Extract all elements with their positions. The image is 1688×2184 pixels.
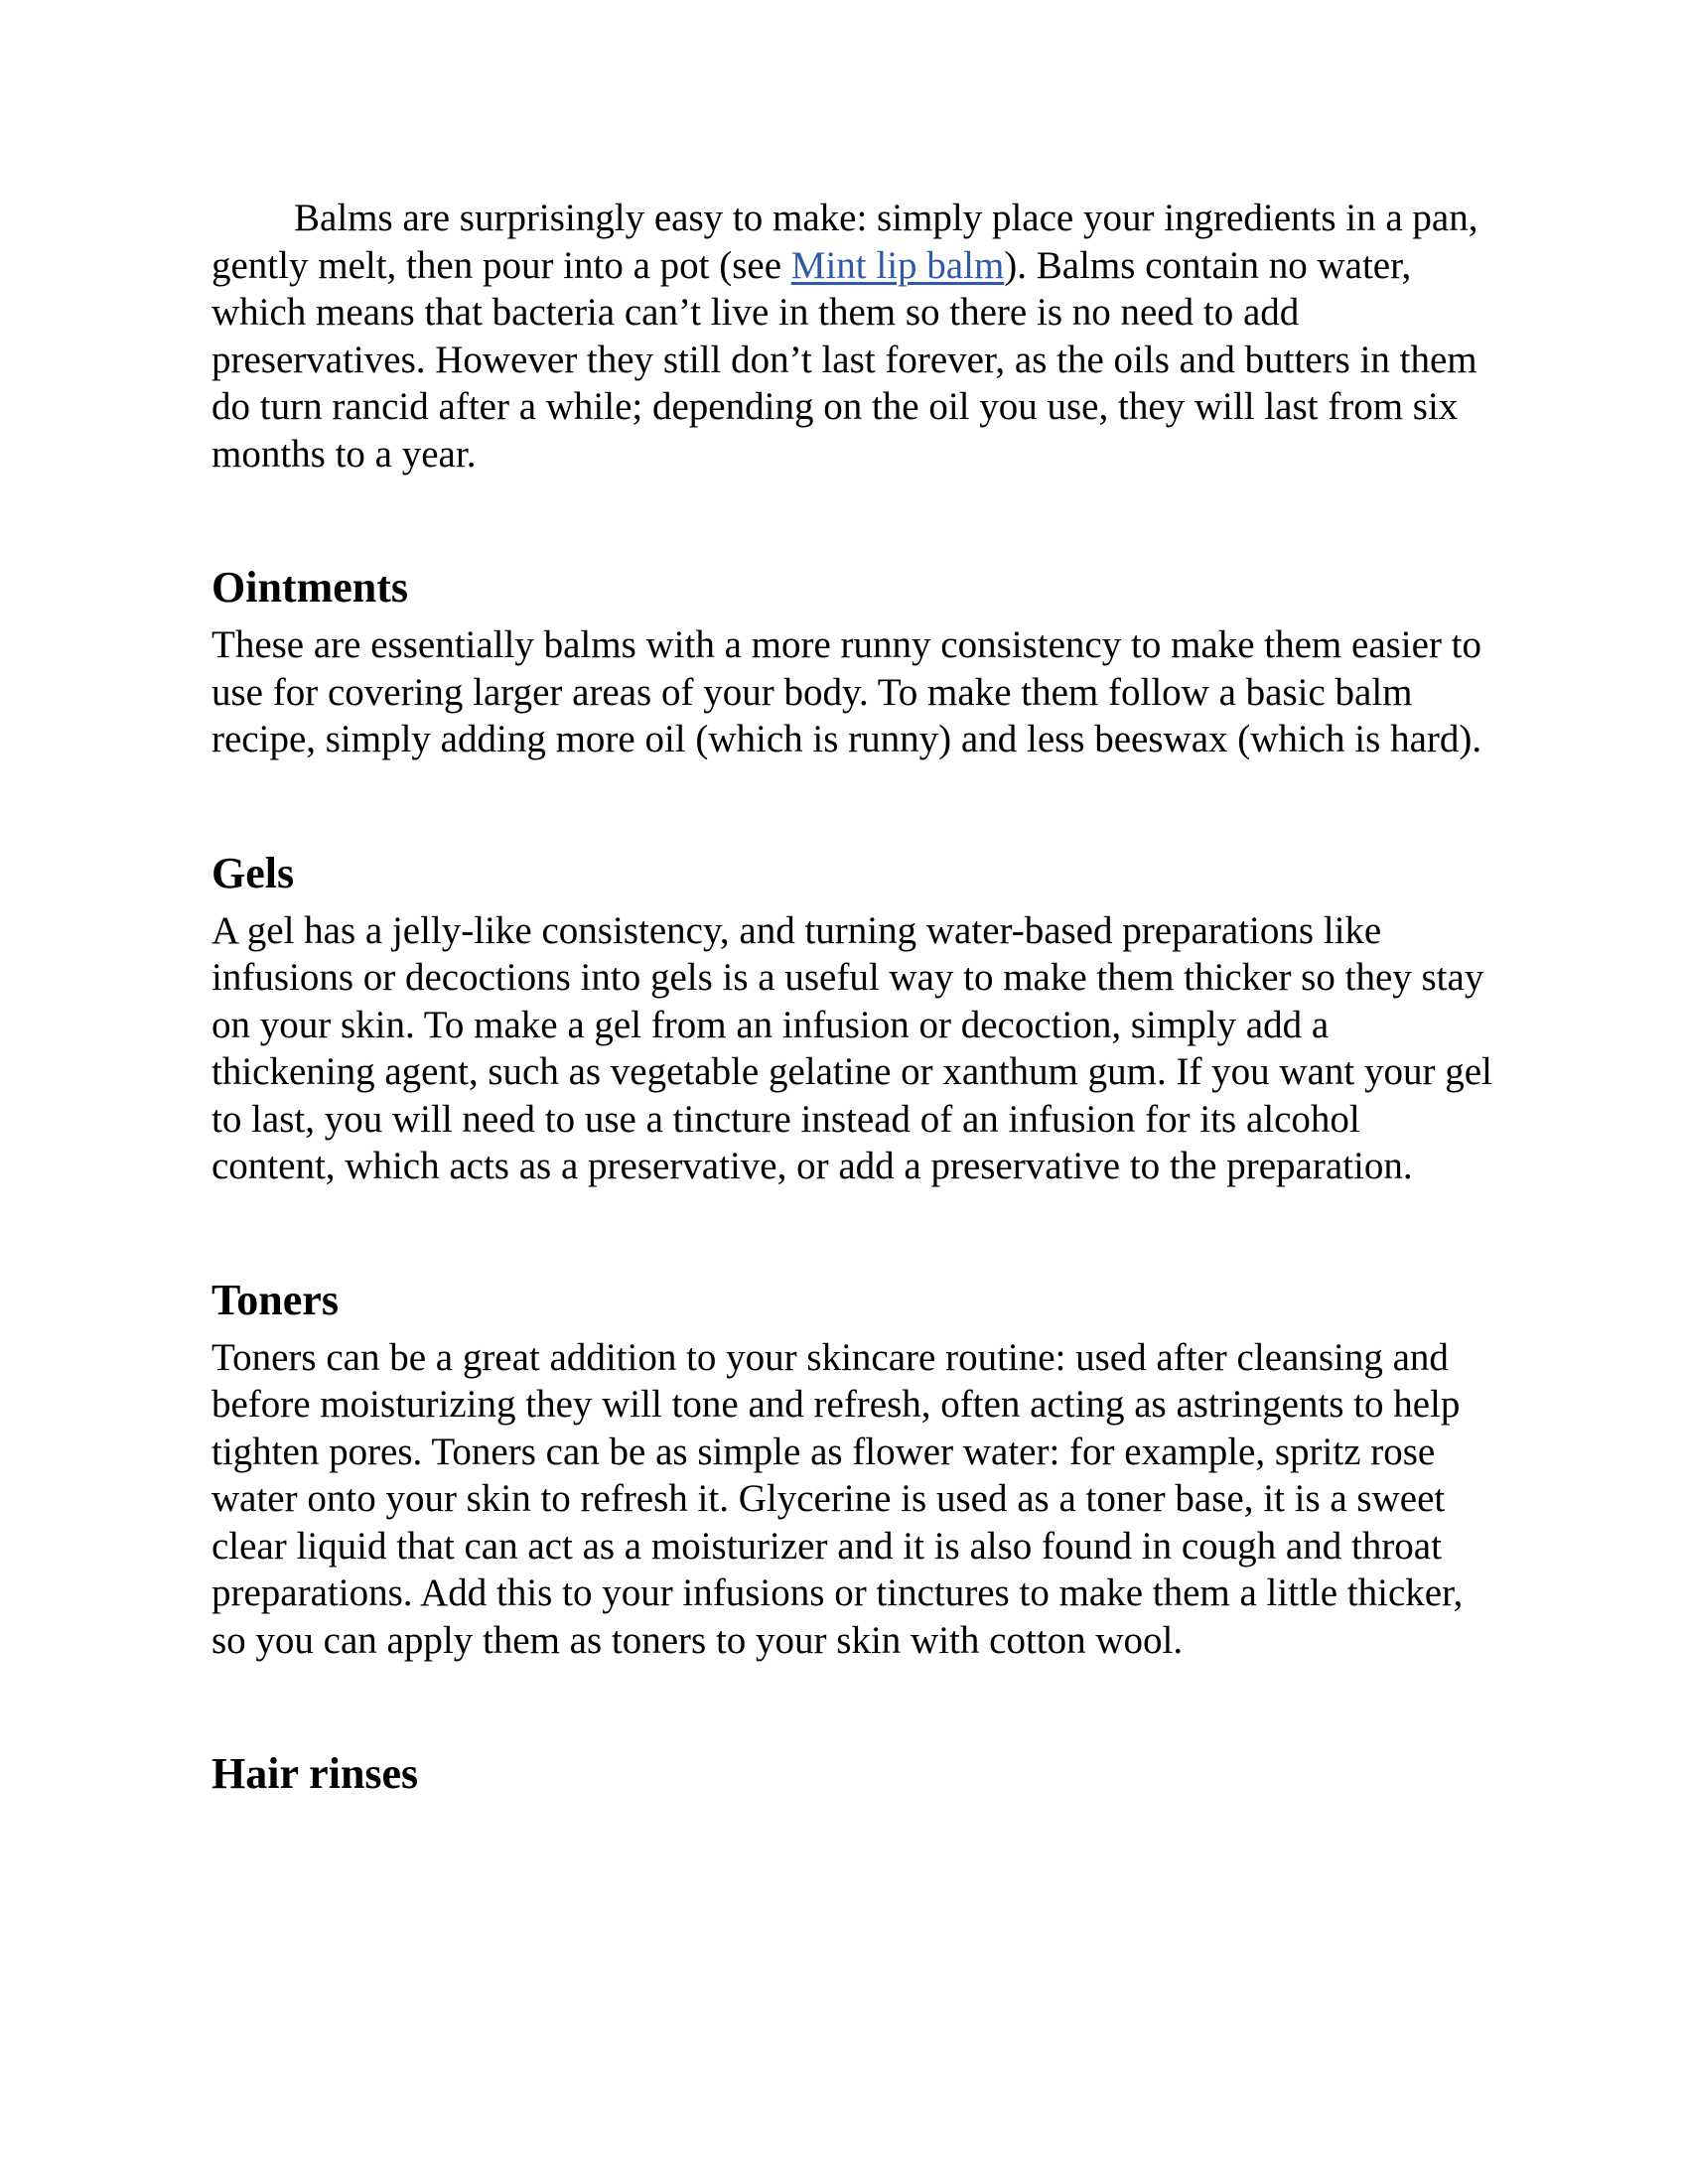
intro-paragraph	[211, 195, 1492, 478]
paragraph-ointments: These are essentially balms with a more runny consistency to make them easier to use for covering larger areas of your body. To make them follow a basic balm recipe, simply adding more oil (which is runny) and less beeswax (which is hard).	[211, 623, 1482, 760]
heading-toners: Toners	[211, 1275, 339, 1324]
paragraph-gels: A gel has a jelly-like consistency, and turning water-based preparations like infusions or decoctions into gels is a useful way to make them thicker so they stay on your skin. To make a gel from an infusion or decoction, simply add a thickening agent, such as vegetable gelatine or xanthum gum. If you want your gel to last, you will need to use a tincture instead of an infusion for its alcohol content, which acts as a preservative, or add a preservative to the preparation.	[211, 908, 1492, 1187]
document-page	[211, 195, 1492, 1799]
heading-gels: Gels	[211, 848, 295, 897]
heading-ointments: Ointments	[211, 563, 408, 612]
heading-hair-rinses: Hair rinses	[211, 1749, 419, 1798]
intro-text-before: Balms are surprisingly easy to make: simply place your ingredients in a pan, gently melt, then pour into a pot (see	[211, 197, 1478, 287]
intro-text-after: ). Balms contain no water, which means that bacteria can’t live in them so there is no need to add preservatives. However they still don’t last forever, as the oils and butters in them do turn rancid after a while; depending on the oil you use, they will last from six months to a year.	[211, 243, 1477, 476]
mint-lip-balm-link[interactable]: Mint lip balm	[790, 243, 1005, 287]
paragraph-toners: Toners can be a great addition to your skincare routine: used after cleansing and before moisturizing they will tone and refresh, often acting as astringents to help tighten pores. Toners can be as simple as flower water: for example, spritz rose water onto your skin to refresh it. Glycerine is used as a toner base, it is a sweet clear liquid that can act as a moisturizer and it is also found in cough and throat preparations. Add this to your infusions or tinctures to make them a little thicker, so you can apply them as toners to your skin with cotton wool.	[211, 1335, 1464, 1662]
